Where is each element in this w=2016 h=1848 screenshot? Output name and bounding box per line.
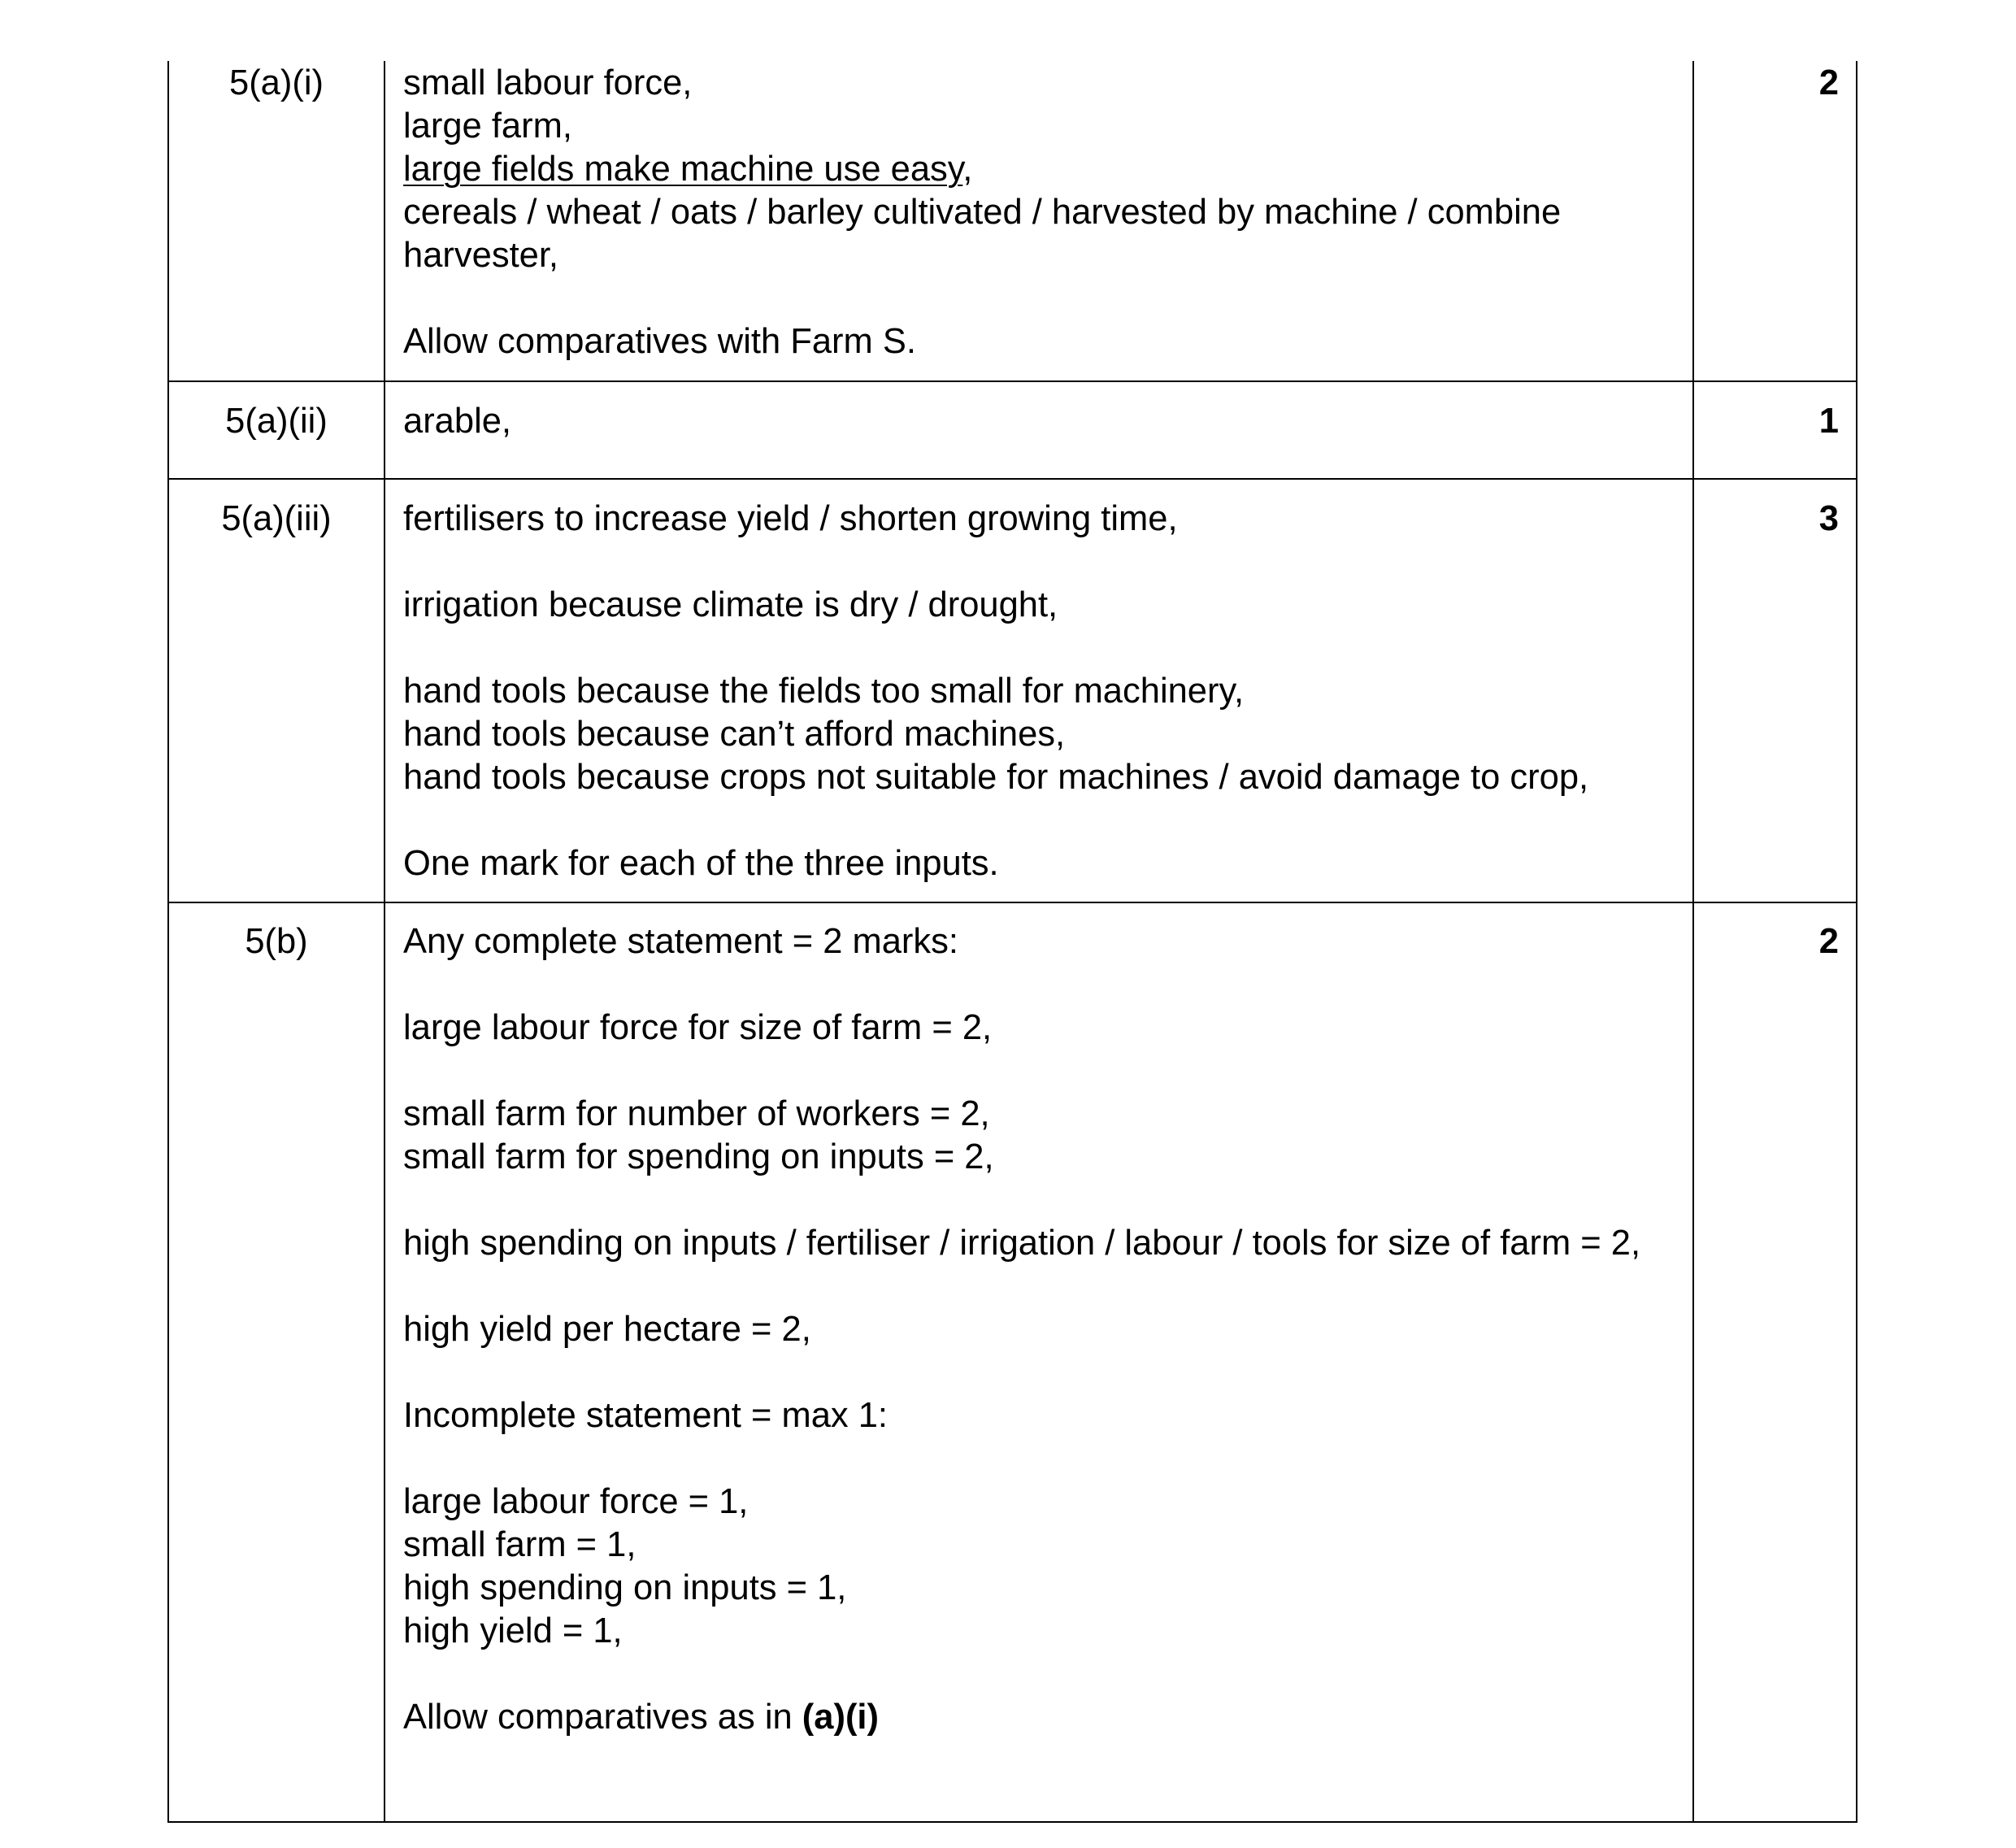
answer-line: small farm for spending on inputs = 2,	[403, 1137, 994, 1176]
cross-reference: (a)(i)	[802, 1698, 880, 1737]
answer-line-tail: ,	[962, 150, 973, 189]
table-row	[168, 479, 1857, 902]
answer-line: high yield = 1,	[403, 1611, 623, 1650]
answer-line: cereals / wheat / oats / barley cultivated / harvested by machine / combine harvester,	[403, 193, 1571, 275]
answer-cell	[385, 479, 1693, 902]
answer-line: hand tools because can’t afford machines,	[403, 715, 1066, 754]
answer-cell	[385, 61, 1693, 381]
marks-value: 3	[1693, 479, 1857, 902]
guidance-note: Incomplete statement = max 1:	[403, 1396, 889, 1435]
answer-line: small labour force,	[403, 63, 693, 102]
table-row	[168, 61, 1857, 381]
answer-line: large labour force = 1,	[403, 1482, 749, 1521]
answer-cell	[385, 381, 1693, 479]
guidance-note	[403, 1696, 1675, 1739]
underlined-text: large fields make machine use easy	[403, 150, 963, 189]
answer-line: hand tools because the fields too small for machinery,	[403, 672, 1245, 711]
answer-line: large labour force for size of farm = 2,	[403, 1008, 993, 1047]
marks-value: 1	[1693, 381, 1857, 479]
answer-line: hand tools because crops not suitable for machines / avoid damage to crop,	[403, 758, 1589, 797]
question-number: 5(b)	[168, 902, 385, 1822]
marks-value: 2	[1693, 61, 1857, 381]
guidance-text: Allow comparatives as in	[403, 1698, 802, 1737]
answer-line: fertilisers to increase yield / shorten growing time,	[403, 499, 1178, 538]
table-row	[168, 902, 1857, 1822]
answer-line: large farm,	[403, 107, 572, 146]
guidance-note: Any complete statement = 2 marks:	[403, 922, 959, 961]
answer-line: small farm = 1,	[403, 1525, 637, 1564]
answer-cell	[385, 902, 1693, 1822]
mark-scheme-table	[167, 61, 1857, 1823]
answer-line: irrigation because climate is dry / drought,	[403, 585, 1058, 624]
answer-line: small farm for number of workers = 2,	[403, 1094, 990, 1133]
answer-line: arable,	[403, 402, 512, 441]
question-number: 5(a)(i)	[168, 61, 385, 381]
marks-value: 2	[1693, 902, 1857, 1822]
guidance-note: One mark for each of the three inputs.	[403, 844, 999, 883]
answer-line: high yield per hectare = 2,	[403, 1310, 811, 1349]
table-row	[168, 381, 1857, 479]
question-number: 5(a)(ii)	[168, 381, 385, 479]
answer-line: high spending on inputs = 1,	[403, 1568, 847, 1607]
answer-line	[403, 148, 1675, 191]
guidance-note: Allow comparatives with Farm S.	[403, 322, 916, 361]
question-number: 5(a)(iii)	[168, 479, 385, 902]
answer-line: high spending on inputs / fertiliser / irrigation / labour / tools for size of farm = 2,	[403, 1224, 1641, 1263]
